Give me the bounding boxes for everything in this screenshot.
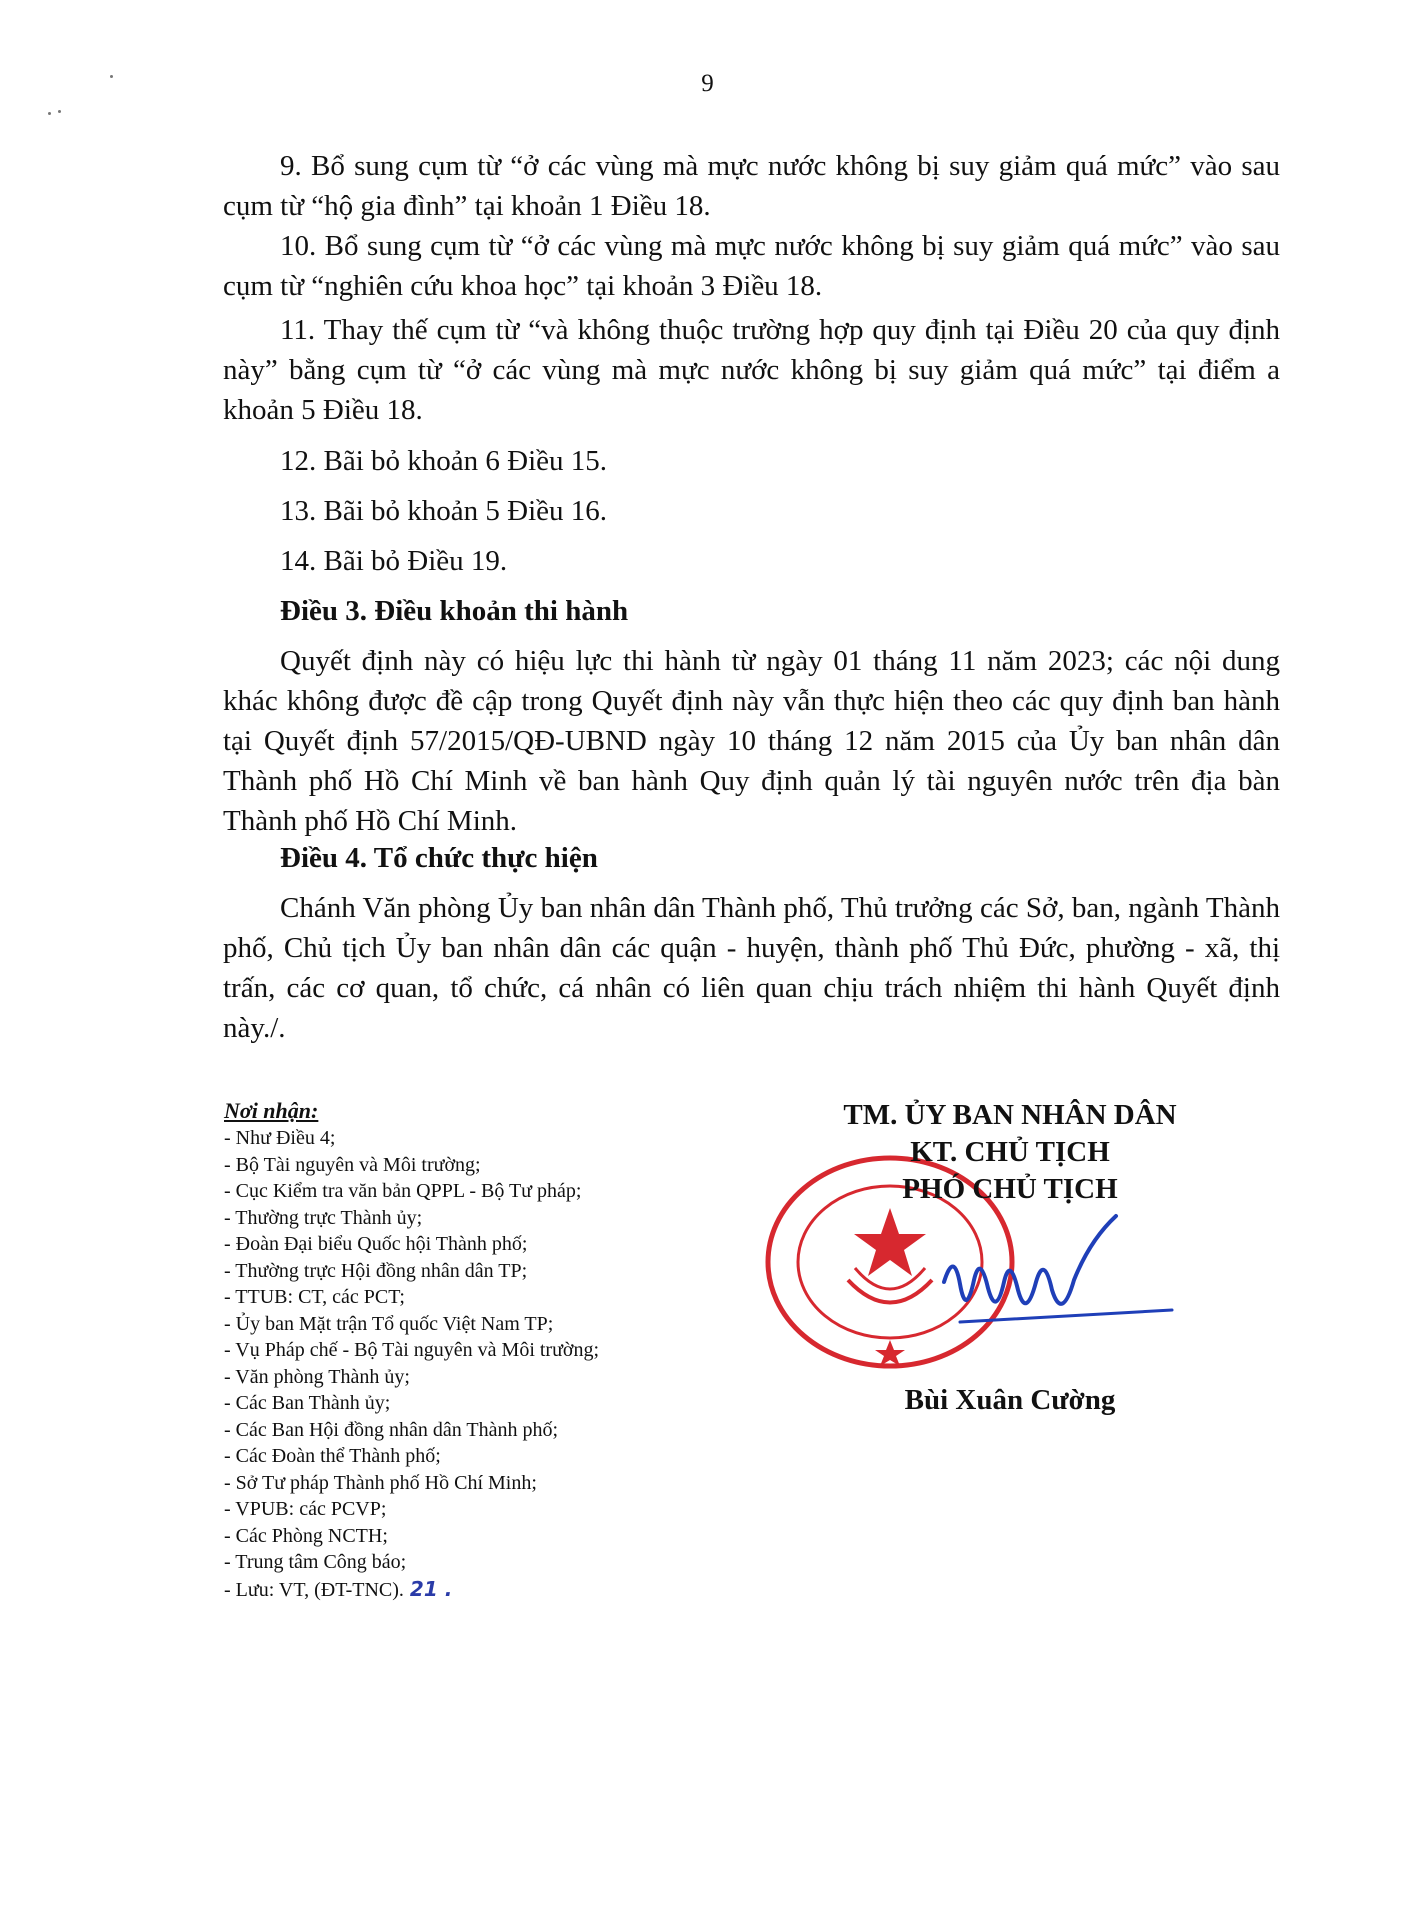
signature-organization: TM. ỦY BAN NHÂN DÂN: [843, 1099, 1177, 1131]
recipient-item: [224, 1523, 784, 1550]
amendment-item-14: 14. Bãi bỏ Điều 19.: [280, 545, 508, 577]
article-3-heading: Điều 3. Điều khoản thi hành: [280, 595, 629, 627]
amendment-item-11: 11. Thay thế cụm từ “và không thuộc trường hợp quy định tại Điều 20 của quy định này” bằng cụm từ “ở các vùng mà mực nước không bị suy giảm quá mức” tại điểm a khoản 5 Điều 18.: [223, 314, 1280, 426]
recipient-text: - Cục Kiểm tra văn bản QPPL - Bộ Tư pháp;: [224, 1180, 582, 1202]
recipient-text: - Ủy ban Mặt trận Tổ quốc Việt Nam TP;: [224, 1312, 554, 1335]
recipient-text: - Thường trực Thành ủy;: [224, 1206, 423, 1229]
recipient-text: - Như Điều 4;: [224, 1127, 336, 1149]
recipient-item: [224, 1443, 784, 1470]
recipient-item: [224, 1231, 784, 1258]
article-4-heading: Điều 4. Tổ chức thực hiện: [280, 842, 598, 874]
signature-on-behalf: KT. CHỦ TỊCH: [910, 1136, 1110, 1168]
recipient-text: - Bộ Tài nguyên và Môi trường;: [224, 1153, 481, 1176]
recipient-text: - Các Ban Hội đồng nhân dân Thành phố;: [224, 1418, 559, 1441]
handwritten-copy-count: 21 .: [409, 1576, 453, 1601]
recipient-text: - Các Phòng NCTH;: [224, 1524, 388, 1547]
recipient-item: [224, 1390, 784, 1417]
recipient-item: [224, 1417, 784, 1444]
recipients-title: Nơi nhận:: [224, 1098, 319, 1123]
recipient-text: - VPUB: các PCVP;: [224, 1498, 387, 1520]
recipient-item: [224, 1178, 784, 1205]
amendment-item-9: 9. Bổ sung cụm từ “ở các vùng mà mực nước không bị suy giảm quá mức” vào sau cụm từ “hộ gia đình” tại khoản 1 Điều 18.: [223, 150, 1280, 222]
recipient-text: - Vụ Pháp chế - Bộ Tài nguyên và Môi trường;: [224, 1339, 600, 1361]
recipient-item: [224, 1549, 784, 1576]
recipient-items: [224, 1125, 784, 1603]
recipient-item: [224, 1125, 784, 1152]
recipient-text: - Lưu: VT, (ĐT-TNC).: [224, 1578, 404, 1601]
page-number: 9: [701, 70, 714, 97]
recipient-item: [224, 1258, 784, 1285]
recipient-item: [224, 1284, 784, 1311]
recipient-text: - Thường trực Hội đồng nhân dân TP;: [224, 1259, 528, 1282]
recipient-text: - Đoàn Đại biểu Quốc hội Thành phố;: [224, 1233, 528, 1255]
recipient-text: - Trung tâm Công báo;: [224, 1551, 407, 1573]
recipient-item: [224, 1311, 784, 1338]
handwritten-signature: [940, 1210, 1180, 1350]
scan-speck: [58, 110, 61, 113]
amendment-item-13: 13. Bãi bỏ khoản 5 Điều 16.: [280, 495, 608, 527]
signature-block: [780, 1097, 1240, 1208]
article-4-body: Chánh Văn phòng Ủy ban nhân dân Thành phố, Thủ trưởng các Sở, ban, ngành Thành phố, Chủ tịch Ủy ban nhân dân các quận - huyện, thành phố Thủ Đức, phường - xã, thị trấn, các cơ quan, tổ chức, cá nhân có liên quan chịu trách nhiệm thi hành Quyết định này./.: [223, 892, 1280, 1044]
scan-speck: [48, 112, 51, 115]
recipient-item: [224, 1470, 784, 1497]
recipient-item: [224, 1205, 784, 1232]
recipient-text: - Văn phòng Thành ủy;: [224, 1365, 410, 1388]
recipient-item: [224, 1364, 784, 1391]
recipient-item: [224, 1496, 784, 1523]
amendment-item-10: 10. Bổ sung cụm từ “ở các vùng mà mực nước không bị suy giảm quá mức” vào sau cụm từ “nghiên cứu khoa học” tại khoản 3 Điều 18.: [223, 230, 1280, 302]
recipients-list: [224, 1097, 784, 1603]
signature-title: PHÓ CHỦ TỊCH: [902, 1173, 1118, 1205]
signer-name: Bùi Xuân Cường: [904, 1384, 1116, 1416]
recipient-item: [224, 1576, 784, 1604]
recipient-text: - TTUB: CT, các PCT;: [224, 1286, 405, 1308]
recipient-item: [224, 1337, 784, 1364]
article-3-body: Quyết định này có hiệu lực thi hành từ ngày 01 tháng 11 năm 2023; các nội dung khác không được đề cập trong Quyết định này vẫn thực hiện theo các quy định ban hành tại Quyết định 57/2015/QĐ-UBND ngày 10 tháng 12 năm 2015 của Ủy ban nhân dân Thành phố Hồ Chí Minh về ban hành Quy định quản lý tài nguyên nước trên địa bàn Thành phố Hồ Chí Minh.: [223, 645, 1280, 837]
recipient-text: - Các Đoàn thể Thành phố;: [224, 1445, 441, 1467]
amendment-item-12: 12. Bãi bỏ khoản 6 Điều 15.: [280, 445, 608, 477]
recipient-item: [224, 1152, 784, 1179]
recipient-text: - Sở Tư pháp Thành phố Hồ Chí Minh;: [224, 1471, 537, 1494]
recipient-text: - Các Ban Thành ủy;: [224, 1392, 391, 1414]
scan-speck: [110, 75, 113, 78]
